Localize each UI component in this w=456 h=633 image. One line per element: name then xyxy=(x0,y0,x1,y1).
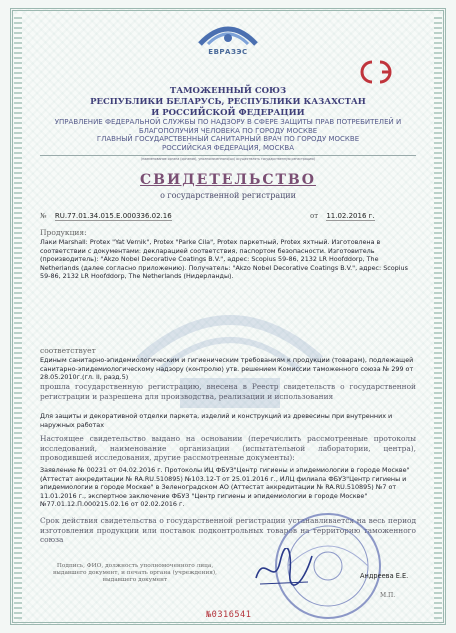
header-line-1: ТАМОЖЕННЫЙ СОЮЗ xyxy=(169,86,287,96)
agency-line-1: УПРАВЛЕНИЕ ФЕДЕРАЛЬНОЙ СЛУЖБЫ ПО НАДЗОРУ В СФЕРЕ ЗАЩИТЫ ПРАВ ПОТРЕБИТЕЛЕЙ И xyxy=(54,118,402,126)
emblem-label: ЕВРАЗЭС xyxy=(208,48,248,56)
basis-text: Заявление № 00231 от 04.02.2016 г. Протоколы ИЦ ФБУЗ"Центр гигиены и эпидемиологии в городе Москве" (Аттестат аккредитации № RA.RU.510895) №103.12-Т от 25.01.2016 г., ИЛЦ филиала ФБУЗ"Центр гигиены и эпидемиологии в городе Москве" в Зеленоградском АО (Аттестат аккредитации № RA.RU.510895) №7 от 11.01.2016 г., экспертное заключение ФБУЗ "Центр гигиены и эпидемиологии в городе Москве" №77.01.12.П.000215.02.16 от 02.02.2016 г. xyxy=(40,466,410,509)
signer-name: Андреева Е.Е. xyxy=(360,572,409,580)
product-description: Лаки Marshall: Protex "Yat Vernik", Protex "Parke Cila", Protex паркетный, Protex яхтный. Изготовлена в соответствии с документами: декларацией соответствия, паспортом безопасности. Изготовитель (производитель): "Akzo Nobel Decorative Coatings B.V.", адрес: Sсорius 59-86, 2132 LR Hoofddorp, The Netherlands (далее согласно приложению). Получатель: "Akzo Nobel Decorative Coatings B.V.", адрес: Sсорius 59-86, 2132 LR Hoofddorp, The Netherlands (Нидерланды). xyxy=(40,238,408,281)
issue-date: 11.02.2016 г. xyxy=(326,212,375,220)
header-line-3: И РОССИЙСКОЙ ФЕДЕРАЦИИ xyxy=(151,108,305,118)
product-label: Продукция: xyxy=(40,228,87,237)
union-header xyxy=(40,86,416,119)
agency-line-2: БЛАГОПОЛУЧИЯ ЧЕЛОВЕКА ПО ГОРОДУ МОСКВЕ xyxy=(138,126,318,135)
eurasec-logo-icon xyxy=(196,18,260,48)
conformity-mark-icon xyxy=(358,58,398,86)
number-symbol: № xyxy=(40,212,47,220)
registration-text: прошла государственную регистрацию, внесена в Реестр свидетельств о государственной регистрации и разрешена для производства, реализации и использования xyxy=(40,382,416,401)
certificate-number: RU.77.01.34.015.E.000336.02.16 xyxy=(54,212,172,220)
header-line-2: РЕСПУБЛИКИ БЕЛАРУСЬ, РЕСПУБЛИКИ КАЗАХСТАН xyxy=(90,97,366,107)
serial-number: №0316541 xyxy=(206,610,252,620)
divider xyxy=(40,155,416,156)
agency-line-3: ГЛАВНЫЙ ГОСУДАРСТВЕННЫЙ САНИТАРНЫЙ ВРАЧ ПО ГОРОДУ МОСКВЕ xyxy=(96,135,360,143)
issue-date-group xyxy=(310,212,375,220)
eurasec-emblem xyxy=(196,18,260,64)
right-border-pattern xyxy=(434,14,442,619)
basis-label: Настоящее свидетельство выдано на основании (перечислить рассмотренные протоколы исследований, наименование организации (испытательной лаборатории, центра), проводившей исследования, другие рассмотренные документы): xyxy=(40,434,416,463)
compliance-label: соответствует xyxy=(40,346,96,355)
issuing-agency xyxy=(40,118,416,152)
compliance-text: Единым санитарно-эпидемиологическим и гигиеническим требованиям к продукции (товарам), подлежащей санитарно-эпидемиологическому надзору (контролю) утв. решением Комиссии таможенного союза № 299 от 28.05.2010г.(гл. II, разд.5) xyxy=(40,356,414,382)
seal-placeholder-label: М.П. xyxy=(380,592,396,599)
agency-line-4: РОССИЙСКАЯ ФЕДЕРАЦИЯ, МОСКВА xyxy=(161,143,295,152)
certificate-title: СВИДЕТЕЛЬСТВО xyxy=(140,172,316,188)
agency-caption: (наименование органа (органов), уполномоченного(ых) осуществлять государственную регистрацию) xyxy=(140,157,316,161)
date-from-label: от xyxy=(310,212,319,220)
validity-text: Срок действия свидетельства о государственной регистрации устанавливается на весь период изготовления продукции или поставок подконтрольных товаров на территорию таможенного союза xyxy=(40,516,416,545)
signatory-caption: Подпись, ФИО, должность уполномоченного лица, выдавшего документ, и печать органа (учреждения), выдавшего документ xyxy=(53,563,217,584)
certificate-number-line xyxy=(40,212,416,220)
left-border-pattern xyxy=(14,14,22,619)
signature-icon xyxy=(250,548,320,592)
usage-text: Для защиты и декоративной отделки паркета, изделий и конструкций из древесины при внутренних и наружных работах xyxy=(40,412,393,429)
certificate-subtitle: о государственной регистрации xyxy=(160,191,296,200)
